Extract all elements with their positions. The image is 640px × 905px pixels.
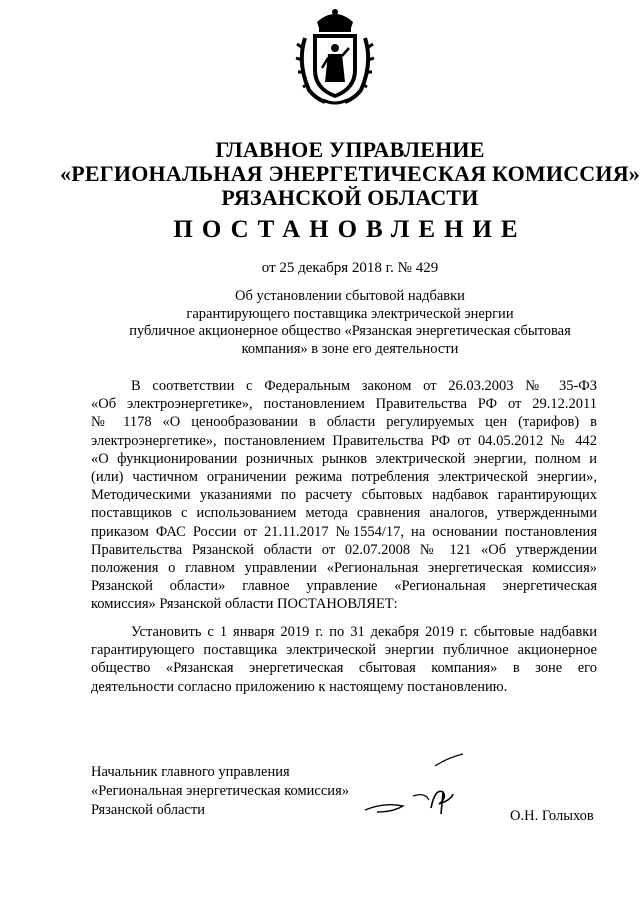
body-line: комиссия» Рязанской области ПОСТАНОВЛЯЕТ:	[91, 596, 398, 613]
body-paragraph-1	[91, 377, 597, 613]
body-line: электроэнергетике», постановлением Правительства РФ от 04.05.2012 № 442	[91, 432, 597, 449]
signature-position-line-3: Рязанской области	[91, 802, 205, 818]
subject-line-1: Об установлении сбытовой надбавки	[235, 288, 465, 304]
document-subject	[60, 288, 640, 358]
signer-name: О.Н. Голыхов	[510, 808, 594, 824]
body-line: гарантирующего поставщика электрической энергии публичное акционерное	[91, 642, 597, 659]
handwritten-signature	[355, 752, 485, 822]
body-line: Установить с 1 января 2019 г. по 31 декабря 2019 г. сбытовые надбавки	[131, 624, 597, 640]
org-title-line-3: РЯЗАНСКОЙ ОБЛАСТИ	[221, 185, 479, 210]
org-title-line-2: «РЕГИОНАЛЬНАЯ ЭНЕРГЕТИЧЕСКАЯ КОМИССИЯ»	[60, 161, 640, 186]
signature-position-line-2: «Региональная энергетическая комиссия»	[91, 783, 349, 799]
body-line: Правительства Рязанской области от 02.07.2008 № 121 «Об утверждении	[91, 541, 597, 558]
body-line: поставщиков с использованием метода сравнения аналогов, утвержденными	[91, 505, 597, 522]
body-line: № 1178 «О ценообразовании в области регулируемых цен (тарифов) в	[91, 414, 597, 431]
body-line: положения о главном управлении «Региональная энергетическая комиссия»	[91, 559, 597, 576]
body-line: (или) частичном ограничении режима потребления электрической энергии»,	[91, 468, 597, 485]
subject-line-2: гарантирующего поставщика электрической энергии	[186, 305, 514, 322]
document-type-heading: ПОСТАНОВЛЕНИЕ	[173, 216, 527, 243]
subject-line-3: публичное акционерное общество «Рязанская энергетическая сбытовая	[129, 323, 571, 339]
signature-position-line-1: Начальник главного управления	[91, 764, 290, 780]
body-line: Методическими указаниями по расчету сбытовых надбавок гарантирующих	[91, 487, 597, 504]
body-line: общество «Рязанская энергетическая сбытовая компания» в зоне его	[91, 660, 597, 677]
body-line: «Об электроэнергетике», постановлением Правительства РФ от 29.12.2011	[91, 396, 597, 413]
body-paragraph-2	[91, 623, 597, 696]
body-line: деятельности согласно приложению к настоящему постановлению.	[91, 678, 508, 695]
ryazan-coat-of-arms-icon	[295, 8, 375, 108]
org-title-line-1: ГЛАВНОЕ УПРАВЛЕНИЕ	[215, 137, 485, 162]
subject-line-4: компания» в зоне его деятельности	[241, 340, 459, 357]
document-date-number: от 25 декабря 2018 г. № 429	[261, 260, 439, 276]
body-line: приказом ФАС России от 21.11.2017 №1554/17, на основании постановления	[91, 523, 597, 540]
body-line: Рязанской области» главное управление «Региональная энергетическая	[91, 578, 597, 595]
body-line: «О функционировании розничных рынков электрической энергии, полном и	[91, 450, 597, 467]
organization-title	[60, 138, 640, 210]
body-line: В соответствии с Федеральным законом от 26.03.2003 № 35-ФЗ	[131, 378, 597, 394]
